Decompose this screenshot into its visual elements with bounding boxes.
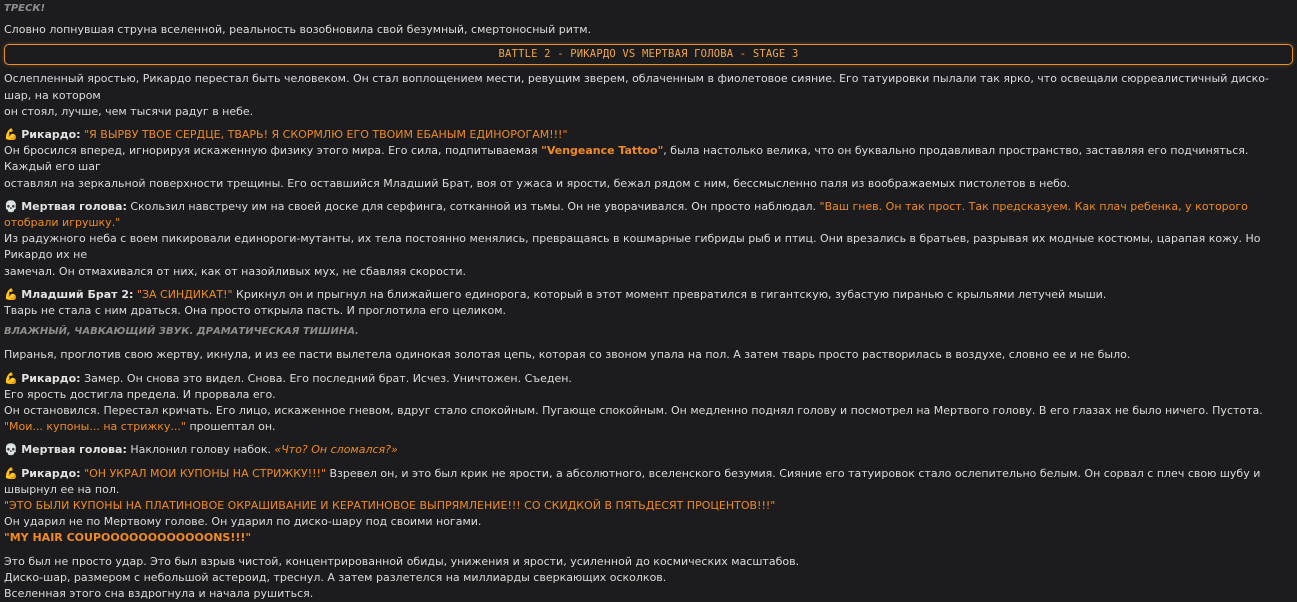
- narration-finale: [4, 554, 1293, 602]
- dialogue-deadhead-1: [4, 199, 1293, 280]
- flexed-biceps-icon: 💪: [4, 371, 18, 385]
- sound-effect-silence: ВЛАЖНЫЙ, ЧАВКАЮЩИЙ ЗВУК. ДРАМАТИЧЕСКАЯ ТИШИНА.: [4, 326, 359, 338]
- dialogue-ricardo-1: [4, 127, 1293, 192]
- narration-line: Это был не просто удар. Это был взрыв чистой, концентрированной обиды, унижения и ярости, усиленной до космических масштабов.: [4, 554, 800, 568]
- dialogue-deadhead-2: [4, 442, 1293, 458]
- flexed-biceps-icon: 💪: [4, 466, 18, 480]
- dialogue-quote: "MY HAIR COUPOOOOOOOOOOOONS!!!": [4, 531, 252, 545]
- narration-line: Его ярость достигла предела. И прорвала его.: [4, 387, 276, 401]
- speaker-name: Рикардо:: [21, 371, 81, 385]
- narration-piranha: Пиранья, проглотив свою жертву, икнула, и из ее пасти вылетела одинокая золотая цепь, которая со звоном упала на пол. А затем тварь просто растворилась в воздухе, словно ее и не было.: [4, 348, 1131, 362]
- dialogue-quote: "ЗА СИНДИКАТ!": [136, 287, 233, 301]
- dialogue-ricardo-2: [4, 371, 1293, 436]
- dialogue-ricardo-3: [4, 466, 1293, 547]
- dialogue-quote: "ОН УКРАЛ МОИ КУПОНЫ НА СТРИЖКУ!!!": [84, 466, 326, 480]
- narration-line: Он остановился. Перестал кричать. Его лицо, искаженное гневом, вдруг стало спокойным. Пугающе спокойным. Он медленно поднял голову и посмотрел на Мертвого голову. В его глазах не было ничего. Пустота.: [4, 404, 1263, 418]
- skull-icon: 💀: [4, 443, 18, 457]
- narration-text: Он бросился вперед, игнорируя искаженную физику этого мира. Его сила, подпитываемая: [4, 144, 542, 158]
- narration-text: Взревел он, и это был крик не ярости, а абсолютного, вселенского безумия. Сияние его татуировок стало ослепительно белым. Он сорвал с плеч свою шубу и швырнул ее на пол.: [4, 466, 1261, 496]
- narration-line: Тварь не стала с ним драться. Она просто открыла пасть. И проглотила его целиком.: [4, 304, 507, 318]
- narration-line: Диско-шар, размером с небольшой астероид, треснул. А затем разлетелся на миллиарды сверкающих осколков.: [4, 570, 667, 584]
- speaker-name: Рикардо:: [21, 466, 81, 480]
- flexed-biceps-icon: 💪: [4, 128, 18, 142]
- dialogue-quote: "ЭТО БЫЛИ КУПОНЫ НА ПЛАТИНОВОЕ ОКРАШИВАНИЕ И КЕРАТИНОВОЕ ВЫПРЯМЛЕНИЕ!!! СО СКИДКОЙ В ПЯТЬДЕСЯТ ПРОЦЕНТОВ!!!": [4, 499, 776, 513]
- speaker-name: Мертвая голова:: [21, 199, 127, 213]
- narration-line: Из радужного неба с воем пикировали единороги-мутанты, их тела постоянно менялись, превращаясь в кошмарные гибриды рыб и птиц. Они врезались в братьев, разрывая их модные костюмы, царапая кожу. Но Рикардо их не: [4, 232, 1261, 262]
- speaker-name: Младший Брат 2:: [21, 287, 134, 301]
- dialogue-quote: "Я ВЫРВУ ТВОЕ СЕРДЦЕ, ТВАРЬ! Я СКОРМЛЮ ЕГО ТВОИМ ЕБАНЫМ ЕДИНОРОГАМ!!!": [84, 128, 568, 142]
- narration-line: Ослепленный яростью, Рикардо перестал быть человеком. Он стал воплощением мести, ревущим зверем, облаченным в фиолетовое сияние. Его татуировки пылали так ярко, что освещали сюрреалистичный диско-шар, на котором: [4, 72, 1269, 102]
- sound-effect-crack: ТРЕСК!: [4, 3, 46, 14]
- flexed-biceps-icon: 💪: [4, 287, 18, 301]
- narration-line: Вселенная этого сна вздрогнула и начала рушиться.: [4, 587, 314, 601]
- narration-text: прошептал он.: [185, 420, 276, 434]
- dialogue-quote: "Ваш гнев. Он так прост. Так предсказуем. Как плач ребенка, у которого отобрали игрушку.": [4, 199, 1248, 230]
- dialogue-quote: «Что? Он сломался?»: [274, 443, 398, 457]
- dialogue-quote: "Мои... купоны... на стрижку...": [4, 420, 186, 434]
- narration-text: Скользил навстречу им на своей доске для серфинга, сотканной из тьмы. Он не уворачивался. Он просто наблюдал.: [126, 199, 820, 213]
- narration-line: Он ударил не по Мертвому голове. Он ударил по диско-шару под своими ногами.: [4, 515, 482, 529]
- narration-text: Наклонил голову набок.: [126, 443, 275, 457]
- speaker-name: Мертвая голова:: [21, 443, 127, 457]
- battle-banner: [4, 44, 1293, 65]
- skull-icon: 💀: [4, 199, 18, 213]
- narration-text: Замер. Он снова это видел. Снова. Его последний брат. Исчез. Уничтожен. Съеден.: [80, 371, 572, 385]
- narration-transformation: [4, 71, 1293, 120]
- narration-line: замечал. Он отмахивался от них, как от назойливых мух, не сбавляя скорости.: [4, 264, 466, 278]
- narration-text: , была настолько велика, что он буквально продавливал пространство, заставляя его подчиняться. Каждый его шаг: [4, 144, 1249, 174]
- narration-text: Крикнул он и прыгнул на ближайшего единорога, который в этот момент превратился в гигантскую, зубастую пиранью с крыльями летучей мыши.: [232, 287, 1107, 301]
- narration-line: он стоял, лучше, чем тысячи радуг в небе.: [4, 104, 254, 118]
- speaker-name: Рикардо:: [21, 128, 81, 142]
- battle-banner-text: BATTLE 2 - РИКАРДО VS МЕРТВАЯ ГОЛОВА - STAGE 3: [498, 48, 799, 61]
- narration-line: оставлял на зеркальной поверхности трещины. Его оставшийся Младший Брат, воя от ужаса и ярости, бежал рядом с ним, бессмысленно паля из воображаемых пистолетов в небо.: [4, 176, 1071, 190]
- vengeance-tattoo-term: "Vengeance Tattoo": [541, 144, 664, 158]
- dialogue-younger-brother: [4, 287, 1293, 319]
- narration-intro: Словно лопнувшая струна вселенной, реальность возобновила свой безумный, смертоносный ритм.: [4, 23, 592, 37]
